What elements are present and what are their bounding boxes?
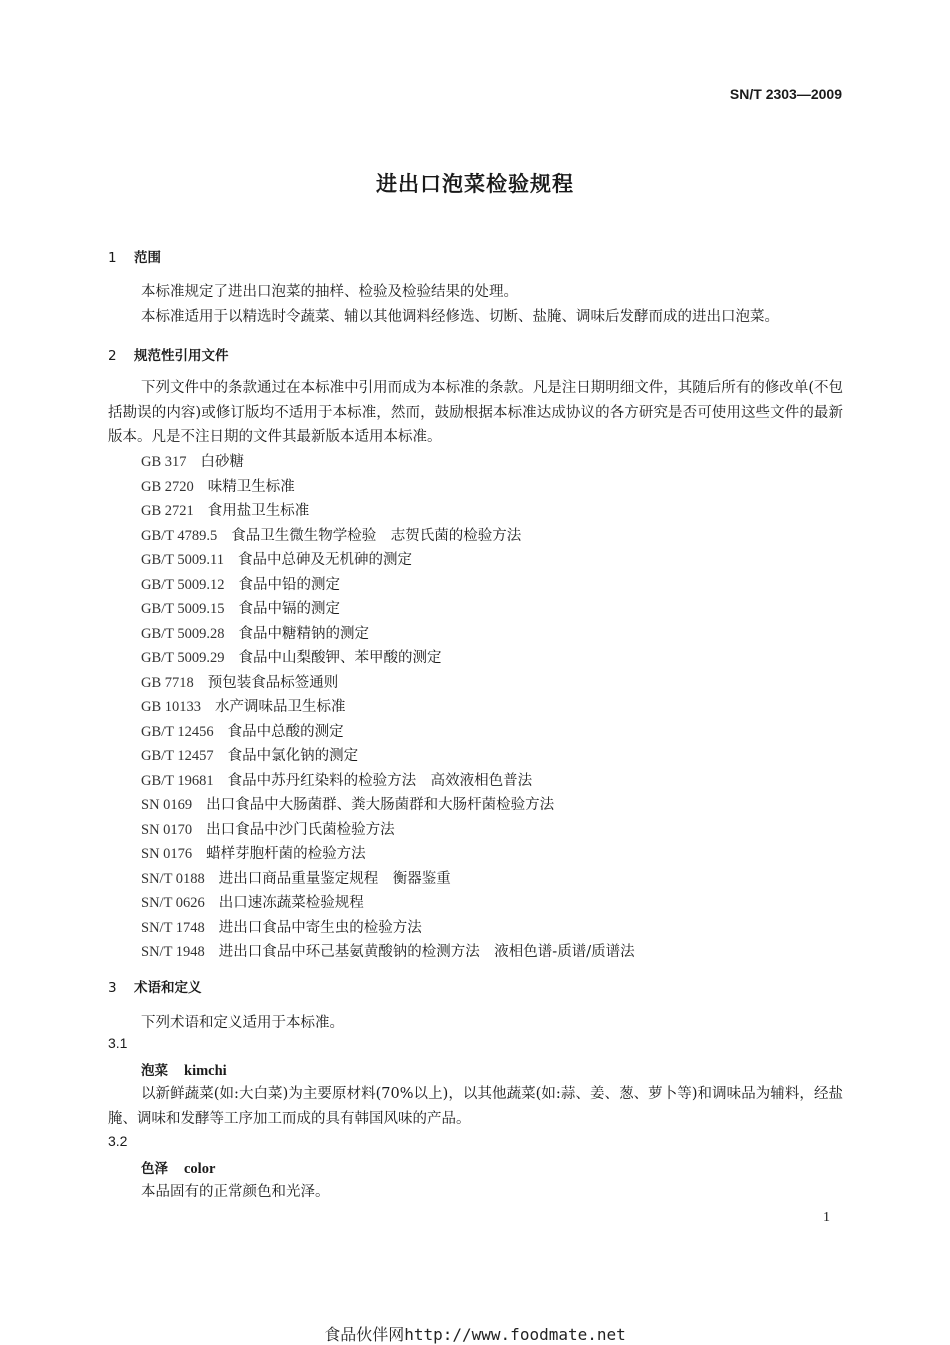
reference-item (141, 597, 635, 622)
reference-item (141, 867, 635, 892)
term-english: kimchi (184, 1063, 227, 1079)
reference-title: 食品中山梨酸钾、苯甲酸的测定 (238, 650, 442, 666)
reference-item (141, 842, 635, 867)
reference-item (141, 524, 635, 549)
reference-code: SN/T 1748 (141, 919, 205, 936)
section-2-heading (108, 344, 229, 364)
reference-code: GB 7718 (141, 674, 194, 691)
reference-code: SN/T 0626 (141, 895, 205, 911)
reference-item (141, 793, 635, 818)
reference-code: GB 10133 (141, 699, 202, 715)
reference-code: SN 0170 (141, 821, 193, 838)
section-2-number: 2 (108, 348, 117, 364)
reference-title: 食品卫生微生物学检验 志贺氏菌的检验方法 (231, 527, 522, 544)
reference-title: 味精卫生标准 (207, 478, 295, 495)
reference-code: GB/T 19681 (141, 772, 214, 789)
reference-title: 水产调味品卫生标准 (215, 699, 346, 715)
reference-item (141, 548, 635, 573)
document-title: 进出口泡菜检验规程 (376, 172, 574, 196)
reference-item (141, 769, 635, 794)
reference-code: SN 0176 (141, 846, 193, 862)
standard-number: SN/T 2303—2009 (729, 86, 842, 102)
reference-item (141, 940, 635, 965)
reference-code: GB/T 5009.11 (141, 552, 224, 568)
reference-title: 食用盐卫生标准 (207, 503, 310, 519)
footer-watermark: 食品伙伴网http://www.foodmate.net (324, 1325, 626, 1344)
section-3-title: 术语和定义 (134, 980, 202, 996)
term-definition: 本品固有的正常颜色和光泽。 (141, 1184, 330, 1200)
reference-title: 出口食品中大肠菌群、粪大肠菌群和大肠杆菌检验方法 (206, 797, 555, 813)
reference-code: SN 0169 (141, 797, 193, 813)
section-2-intro: 下列文件中的条款通过在本标准中引用而成为本标准的条款。凡是注日期明细文件，其随后所有的修改单(不包括勘误的内容)或修订版均不适用于本标准，然而，鼓励根据本标准达成协议的各方研究是否可使用这些文件的最新版本。凡是不注日期的文件其最新版本适用本标准。 (108, 380, 843, 445)
reference-code: GB 2720 (141, 478, 194, 495)
term-number: 3.2 (108, 1133, 128, 1149)
section-3-intro: 下列术语和定义适用于本标准。 (141, 1015, 344, 1031)
reference-item (141, 891, 635, 916)
term-heading (141, 1059, 227, 1080)
reference-title: 食品中总酸的测定 (227, 723, 344, 740)
reference-item (141, 916, 635, 941)
reference-item (141, 671, 635, 696)
reference-title: 食品中苏丹红染料的检验方法 高效液相色普法 (227, 772, 533, 789)
reference-item (141, 475, 635, 500)
term-definition: 以新鲜蔬菜(如:大白菜)为主要原材料(70%以上)，以其他蔬菜(如:蒜、姜、葱、萝卜等)和调味品为辅料，经盐腌、调味和发酵等工序加工而成的具有韩国风味的产品。 (108, 1086, 843, 1127)
reference-code: GB/T 4789.5 (141, 527, 218, 544)
reference-title: 进出口食品中寄生虫的检验方法 (218, 919, 422, 936)
reference-item (141, 720, 635, 745)
reference-code: GB/T 5009.15 (141, 601, 225, 617)
reference-title: 进出口食品中环己基氨黄酸钠的检测方法 液相色谱-质谱/质谱法 (218, 944, 635, 960)
reference-code: GB 2721 (141, 503, 194, 519)
term-number: 3.1 (108, 1035, 128, 1051)
reference-title: 食品中镉的测定 (238, 601, 341, 617)
reference-item (141, 499, 635, 524)
reference-code: GB/T 12457 (141, 748, 214, 764)
section-1-paragraph: 本标准规定了进出口泡菜的抽样、检验及检验结果的处理。 (141, 284, 518, 300)
reference-code: GB/T 5009.29 (141, 650, 225, 666)
reference-item (141, 695, 635, 720)
reference-code: GB/T 12456 (141, 723, 214, 740)
term-chinese: 泡菜 (141, 1063, 168, 1079)
reference-item (141, 622, 635, 647)
reference-code: SN/T 1948 (141, 944, 205, 960)
reference-code: SN/T 0188 (141, 870, 205, 887)
reference-title: 预包装食品标签通则 (207, 674, 339, 691)
reference-title: 蜡样芽胞杆菌的检验方法 (206, 846, 366, 862)
section-1-paragraph: 本标准适用于以精选时令蔬菜、辅以其他调料经修选、切断、盐腌、调味后发酵而成的进出口泡菜。 (141, 309, 779, 325)
term-english: color (184, 1161, 216, 1177)
reference-title: 出口速冻蔬菜检验规程 (218, 895, 364, 911)
reference-code: GB/T 5009.28 (141, 625, 225, 642)
reference-item (141, 450, 635, 475)
reference-item (141, 646, 635, 671)
reference-item (141, 573, 635, 598)
reference-title: 食品中氯化钠的测定 (227, 748, 359, 764)
section-1-number: 1 (108, 250, 117, 266)
reference-title: 食品中总砷及无机砷的测定 (237, 552, 412, 568)
reference-code: GB/T 5009.12 (141, 576, 225, 593)
section-2-title: 规范性引用文件 (134, 348, 229, 364)
reference-code: GB 317 (141, 454, 187, 470)
reference-item (141, 744, 635, 769)
section-3-heading (108, 976, 202, 996)
reference-title: 食品中铅的测定 (238, 576, 341, 593)
reference-item (141, 818, 635, 843)
term-chinese: 色泽 (141, 1161, 168, 1177)
reference-title: 出口食品中沙门氏菌检验方法 (206, 821, 395, 838)
page-number: 1 (823, 1210, 830, 1225)
reference-title: 食品中糖精钠的测定 (238, 625, 370, 642)
reference-title: 白砂糖 (200, 454, 245, 470)
section-3-number: 3 (108, 980, 117, 996)
reference-title: 进出口商品重量鉴定规程 衡器鉴重 (218, 870, 451, 887)
section-1-heading (108, 246, 161, 266)
term-heading (141, 1157, 215, 1178)
section-1-title: 范围 (134, 250, 161, 266)
reference-list (141, 450, 635, 965)
